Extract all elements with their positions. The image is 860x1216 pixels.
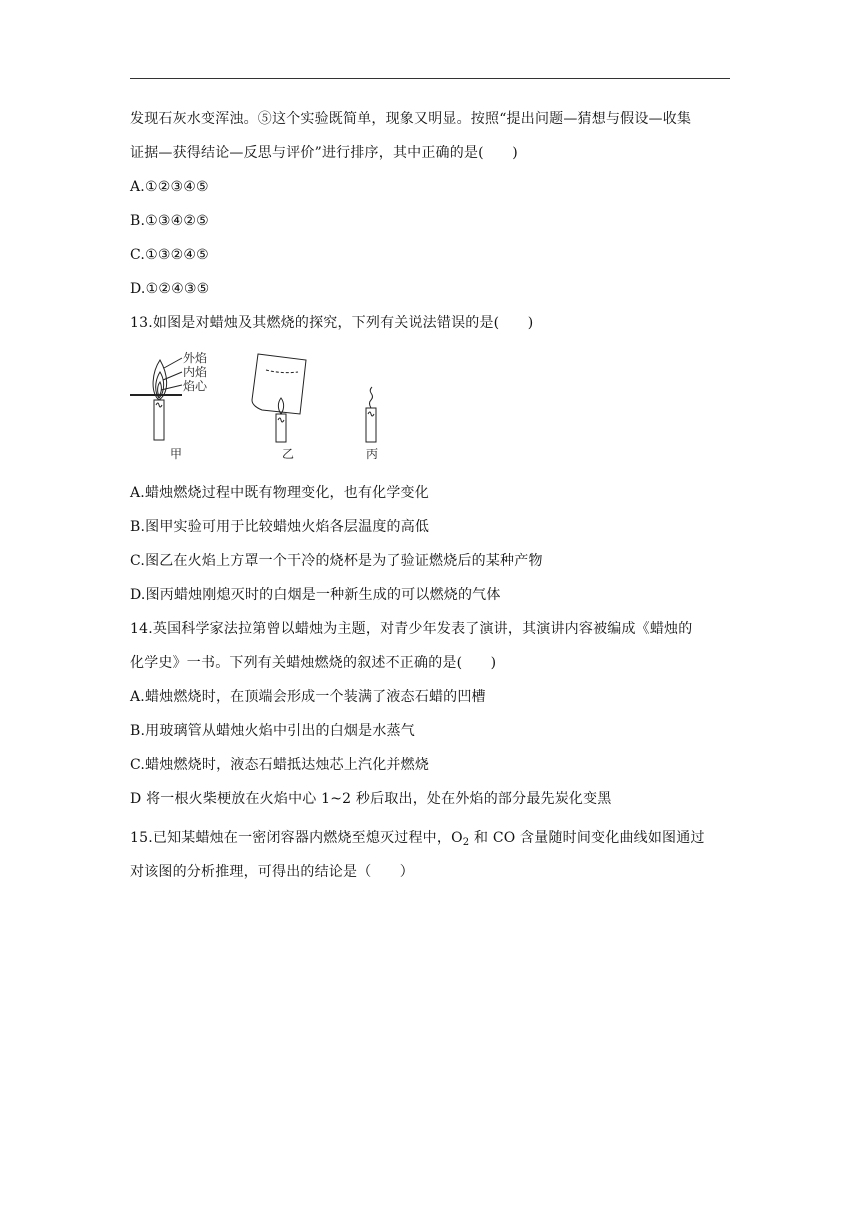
beaker-shape [252, 354, 306, 414]
q12-option-a: A.①②③④⑤ [130, 179, 209, 195]
q13-option-a: A.蜡烛燃烧过程中既有物理变化，也有化学变化 [130, 485, 429, 501]
q14-option-a: A.蜡烛燃烧时，在顶端会形成一个装满了液态石蜡的凹槽 [130, 689, 486, 705]
label-jia: 甲 [170, 447, 183, 461]
q15-stem-line1 [130, 828, 705, 848]
leader-core [161, 385, 182, 390]
q12-option-c: C.①③②④⑤ [130, 247, 209, 263]
label-inner-flame: 内焰 [183, 365, 208, 379]
q13-stem: 13.如图是对蜡烛及其燃烧的探究，下列有关说法错误的是( ) [130, 315, 534, 331]
header-rule [130, 78, 730, 79]
label-yi: 乙 [282, 447, 295, 461]
candle-jia [130, 358, 182, 440]
q12-option-d: D.①②④③⑤ [130, 281, 210, 297]
label-outer-flame: 外焰 [183, 351, 208, 365]
q12-text-line2: 证据—获得结论—反思与评价”进行排序，其中正确的是( ) [130, 145, 518, 161]
candle-yi-wax-top [278, 418, 284, 422]
q14-stem-line2: 化学史》一书。下列有关蜡烛燃烧的叙述不正确的是( ) [130, 655, 497, 671]
q13-option-d: D.图丙蜡烛刚熄灭时的白烟是一种新生成的可以燃烧的气体 [130, 587, 501, 603]
q15-stem-line2: 对该图的分析推理，可得出的结论是（ ） [130, 864, 414, 880]
candle-experiment-figure [130, 350, 390, 465]
candle-bing-wax-top [368, 412, 374, 416]
q14-option-b: B.用玻璃管从蜡烛火焰中引出的白烟是水蒸气 [130, 723, 415, 739]
beaker-mist [266, 370, 298, 373]
o2-subscript: 2 [462, 837, 470, 848]
label-flame-core: 焰心 [183, 379, 208, 393]
q13-option-b: B.图甲实验可用于比较蜡烛火焰各层温度的高低 [130, 519, 430, 535]
candle-jia-wax-top [156, 403, 162, 407]
q14-option-d: D 将一根火柴梗放在火焰中心 1~2 秒后取出，处在外焰的部分最先炭化变黑 [130, 791, 612, 807]
q13-option-c: C.图乙在火焰上方罩一个干冷的烧杯是为了验证燃烧后的某种产物 [130, 553, 543, 569]
q14-option-c: C.蜡烛燃烧时，液态石蜡抵达烛芯上汽化并燃烧 [130, 757, 430, 773]
q15-stem-part1: 15.已知某蜡烛在一密闭容器内燃烧至熄灭过程中，O [130, 830, 463, 846]
flame-core-shape [158, 382, 162, 396]
white-smoke [370, 387, 373, 408]
q12-text-line1: 发现石灰水变浑浊。⑤这个实验既简单，现象又明显。按照“提出问题—猜想与假设—收集 [130, 111, 692, 127]
label-bing: 丙 [366, 447, 379, 461]
q14-stem-line1: 14.英国科学家法拉第曾以蜡烛为主题，对青少年发表了演讲，其演讲内容被编成《蜡烛的 [130, 621, 693, 637]
candle-bing [366, 387, 376, 442]
candle-yi [252, 354, 306, 442]
leader-outer [164, 358, 182, 368]
q12-option-b: B.①③④②⑤ [130, 213, 209, 229]
candle-yi-body [276, 414, 286, 442]
q15-stem-part2: 和 CO 含量随时间变化曲线如图通过 [469, 830, 705, 846]
